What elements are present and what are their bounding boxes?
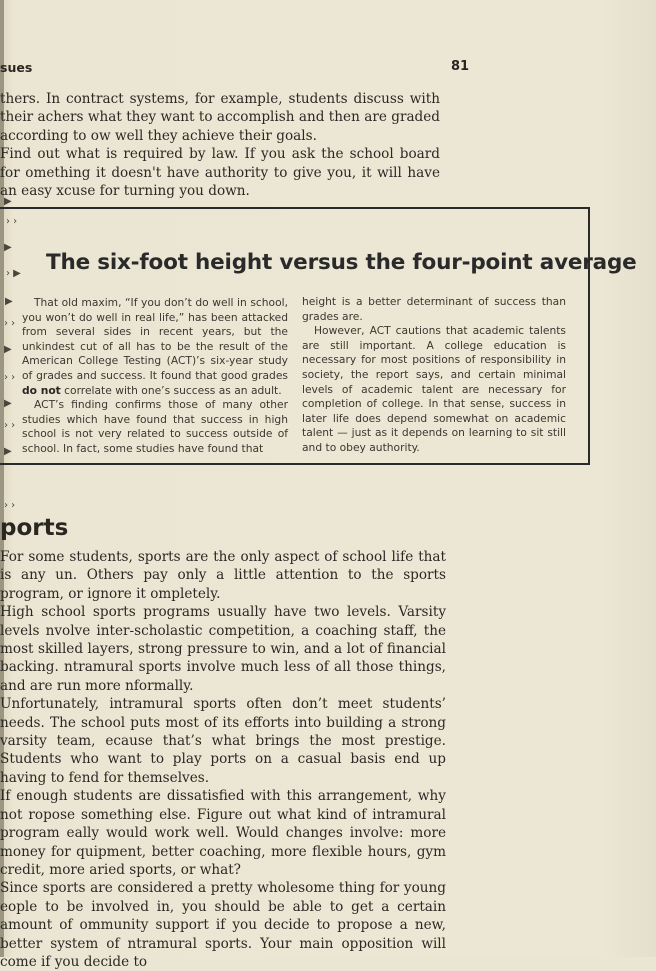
paragraph: Since sports are considered a pretty wholesome thing for young eople to be involved in, you should be able to get a certain amount of ommunity support if you decide to propose a new, better system of ntramural sports. Your main opposition will come if you decide to (0, 880, 446, 970)
margin-mark-icon: ▶ (5, 296, 13, 307)
paragraph: thers. In contract systems, for example, students discuss with their achers what they want to accomplish and then are graded according to ow well they achieve their goals. (0, 91, 440, 144)
paragraph: High school sports programs usually have two levels. Varsity levels nvolve inter-scholastic competition, a coaching staff, the most skilled layers, strong pressure to win, and a lot of financial backing. ntramural sports involve much less of all those things, and are run more nformally. (0, 604, 446, 694)
paragraph: For some students, sports are the only aspect of school life that is any un. Others pay only a little attention to the sports program, or ignore it ompletely. (0, 549, 446, 602)
margin-mark-icon: › › (4, 420, 16, 431)
paragraph: Unfortunately, intramural sports often don’t meet students’ needs. The school puts most of its efforts into building a strong varsity team, ecause that’s what brings the most prestige. Students who want to play ports on a casual basis end up having to fend for themselves. (0, 696, 446, 786)
paragraph: Find out what is required by law. If you ask the school board for omething it doesn't have authority to give you, it will have an easy xcuse for turning you down. (0, 146, 440, 200)
margin-mark-icon: ▶ (4, 196, 12, 207)
sidebar-paragraph: ACT’s finding confirms those of many other studies which have found that success in high school is not very related to success outside of school. In fact, some studies have found that (22, 398, 288, 455)
top-body-text (0, 90, 440, 200)
sidebar-text: correlate with one’s success as an adult. (60, 383, 282, 397)
sidebar-paragraph: height is a better determinant of success than grades are. (302, 295, 566, 323)
margin-mark-icon: ▶ (4, 446, 12, 457)
section-heading: ports (0, 515, 69, 541)
running-head: sues (0, 60, 33, 75)
page-number: 81 (451, 59, 470, 74)
margin-mark-icon: ▶ (4, 398, 12, 409)
sidebar-text: That old maxim, “If you don’t do well in school, you won’t do well in real life,” has been attacked from several sides in recent years, but the unkindest cut of all has to be the result of the American College Testing (ACT)’s six-year study of grades and success. It found that good grades (22, 296, 288, 382)
margin-mark-icon: ▶ (4, 344, 12, 355)
sidebar-title: The six-foot height versus the four-point average (46, 250, 637, 275)
margin-mark-icon: › › (4, 372, 16, 383)
paragraph: If enough students are dissatisfied with this arrangement, why not ropose something else. Figure out what kind of intramural program eally would work well. Would changes involve: more money for quipment, better coaching, more flexible hours, gym credit, more aried sports, or what? (0, 788, 446, 878)
sports-body-text (0, 548, 446, 971)
sidebar-emphasis: do not (22, 383, 61, 397)
margin-mark-icon: › › (4, 318, 16, 329)
margin-mark-icon: › › (6, 216, 18, 227)
margin-mark-icon: › › (4, 500, 16, 511)
sidebar-column-left (22, 296, 288, 457)
margin-mark-icon: › ▶ (6, 268, 21, 279)
sidebar-column-right (302, 295, 566, 456)
margin-mark-icon: ▶ (4, 242, 12, 253)
sidebar-paragraph (22, 296, 288, 398)
sidebar-paragraph: However, ACT cautions that academic talents are still important. A college education is necessary for most positions of responsibility in society, the report says, and certain minimal levels of academic talent are necessary for completion of college. In that sense, success in later life does depend somewhat on academic talent — just as it depends on learning to sit still and to obey authority. (302, 324, 566, 454)
